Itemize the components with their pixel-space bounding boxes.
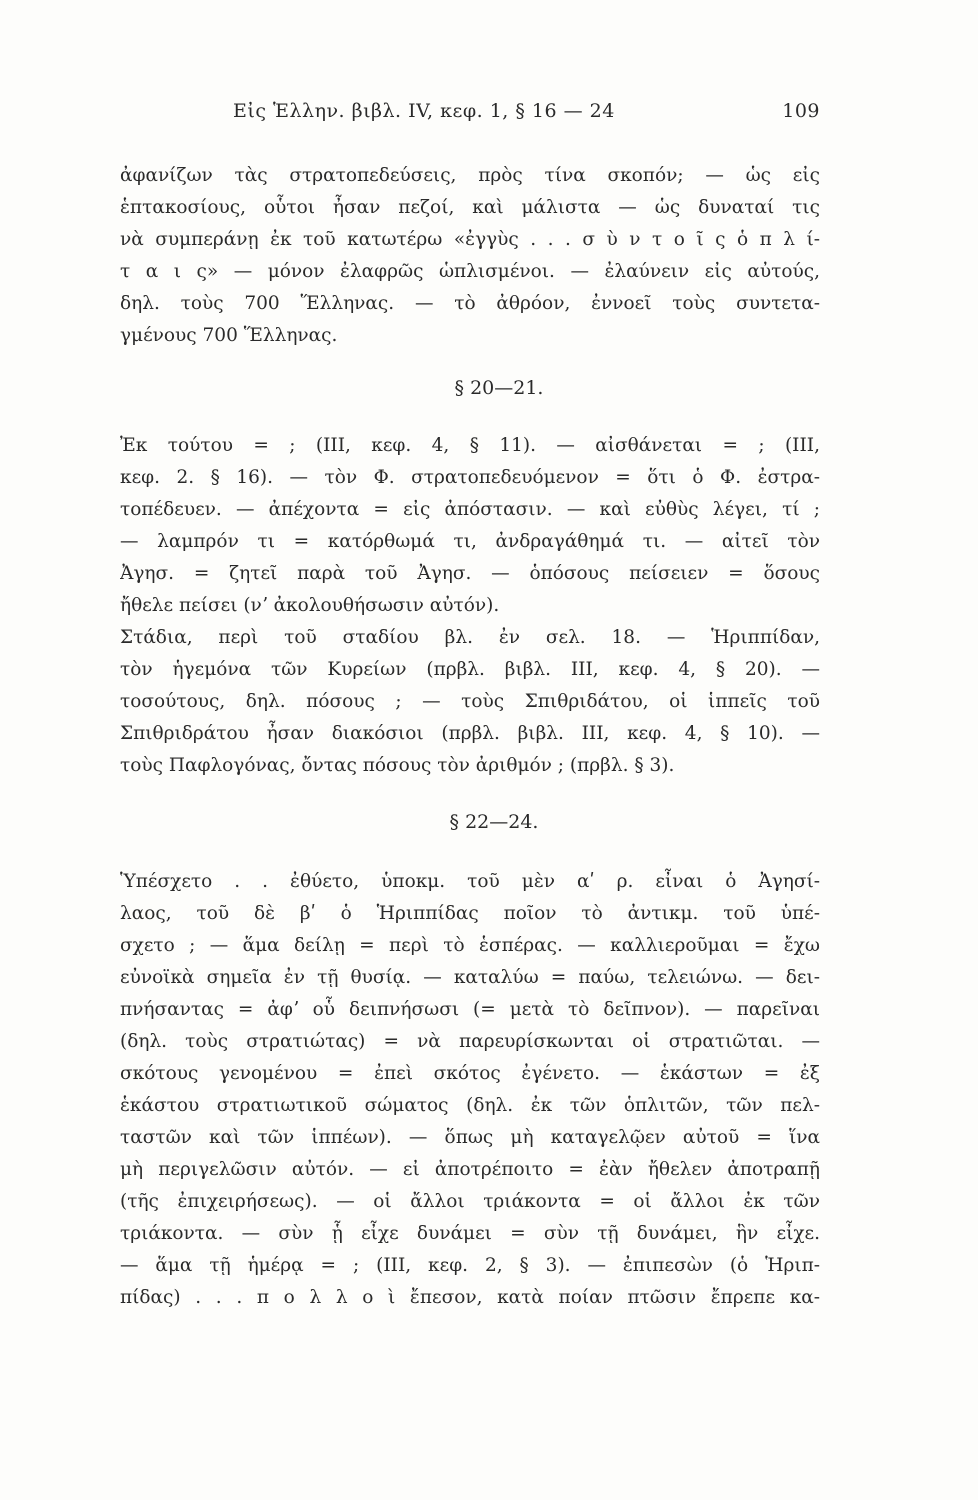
text-line: τοὺς Παφλογόνας, ὄντας πόσους τὸν ἀριθμόν ; (πρβλ. § 3). [120, 755, 675, 776]
page-header [120, 100, 820, 140]
text-line: Ὑπέσχετο . . ἐθύετο, ὑποκμ. τοῦ μὲν αʹ ρ. εἶναι ὁ Ἀγησί- [120, 871, 820, 892]
section-heading: § 20—21. [454, 377, 544, 399]
text-line: μὴ περιγελῶσιν αὐτόν. — εἰ ἀποτρέποιτο = ἐὰν ἤθελεν ἀποτραπῇ [120, 1159, 820, 1180]
text-line: Στάδια, περὶ τοῦ σταδίου βλ. ἐν σελ. 18. — Ἡριππίδαν, [120, 627, 820, 648]
section-heading: § 22—24. [449, 811, 539, 833]
text-line: νὰ συμπεράνῃ ἐκ τοῦ κατωτέρω «ἐγγὺς . . . σ ὺ ν τ ο ῖ ς ὁ π λ ί- [120, 229, 820, 250]
text-line: τὸν ἡγεμόνα τῶν Κυρείων (πρβλ. βιβλ. III, κεφ. 4, § 20). — [120, 659, 820, 680]
text-line: σκότους γενομένου = ἐπεὶ σκότος ἐγένετο. — ἑκάστων = ἐξ [120, 1063, 820, 1084]
text-line: τοσούτους, δηλ. πόσους ; — τοὺς Σπιθριδάτου, οἱ ἱππεῖς τοῦ [120, 691, 820, 712]
text-line: κεφ. 2. § 16). — τὸν Φ. στρατοπεδευόμενον = ὅτι ὁ Φ. ἐστρα- [120, 467, 820, 488]
commentary-block-2 [120, 430, 820, 782]
commentary-block-1 [120, 160, 820, 352]
text-line: ἑκάστου στρατιωτικοῦ σώματος (δηλ. ἐκ τῶν ὁπλιτῶν, τῶν πελ- [120, 1095, 820, 1116]
text-line: πίδας) . . . π ο λ λ ο ὶ ἔπεσον, κατὰ ποίαν πτῶσιν ἔπρεπε κα- [120, 1287, 820, 1308]
text-line: Σπιθριδράτου ἦσαν διακόσιοι (πρβλ. βιβλ. III, κεφ. 4, § 10). — [120, 723, 820, 744]
text-line: τοπέδευεν. — ἀπέχοντα = εἰς ἀπόστασιν. — καὶ εὐθὺς λέγει, τί ; [120, 499, 820, 520]
text-line: Ἐκ τούτου = ; (III, κεφ. 4, § 11). — αἰσθάνεται = ; (III, [120, 435, 820, 456]
text-line: δηλ. τοὺς 700 Ἕλληνας. — τὸ ἀθρόον, ἐννοεῖ τοὺς συντετα- [120, 293, 820, 314]
text-line: ἤθελε πείσει (νʼ ἀκολουθήσωσιν αὐτόν). [120, 595, 500, 616]
text-line: τ α ι ς» — μόνον ἐλαφρῶς ὡπλισμένοι. — ἐλαύνειν εἰς αὐτούς, [120, 261, 820, 282]
running-title: Εἰς Ἑλλην. βιβλ. IV, κεφ. 1, § 16 — 24 [233, 100, 615, 122]
text-line: Ἀγησ. = ζητεῖ παρὰ τοῦ Ἀγησ. — ὁπόσους πείσειεν = ὅσους [120, 563, 820, 584]
text-line: λαος, τοῦ δὲ βʹ ὁ Ἡριππίδας ποῖον τὸ ἀντικμ. τοῦ ὑπέ- [120, 903, 820, 924]
text-line: γμένους 700 Ἕλληνας. [120, 325, 338, 346]
page-number: 109 [782, 100, 820, 122]
text-line: ταστῶν καὶ τῶν ἱππέων). — ὅπως μὴ καταγελῷεν αὐτοῦ = ἵνα [120, 1127, 820, 1148]
text-line: εὐνοϊκὰ σημεῖα ἐν τῇ θυσίᾳ. — καταλύω = παύω, τελειώνω. — δει- [120, 967, 820, 988]
text-line: ἑπτακοσίους, οὗτοι ἦσαν πεζοί, καὶ μάλιστα — ὡς δυναταί τις [120, 197, 820, 218]
text-line: πνήσαντας = ἀφʼ οὗ δειπνήσωσι (= μετὰ τὸ δεῖπνον). — παρεῖναι [120, 999, 820, 1020]
text-line: — ἅμα τῇ ἡμέρᾳ = ; (III, κεφ. 2, § 3). — ἐπιπεσὼν (ὁ Ἡριπ- [120, 1255, 820, 1276]
text-line: (δηλ. τοὺς στρατιώτας) = νὰ παρευρίσκωνται οἱ στρατιῶται. — [120, 1031, 820, 1052]
commentary-block-3 [120, 866, 820, 1314]
text-line: — λαμπρόν τι = κατόρθωμά τι, ἀνδραγάθημά τι. — αἰτεῖ τὸν [120, 531, 820, 552]
text-line: τριάκοντα. — σὺν ᾗ εἶχε δυνάμει = σὺν τῇ δυνάμει, ἣν εἶχε. [120, 1223, 820, 1244]
text-line: (τῆς ἐπιχειρήσεως). — οἱ ἄλλοι τριάκοντα = οἱ ἄλλοι ἐκ τῶν [120, 1191, 820, 1212]
text-line: σχετο ; — ἅμα δείλῃ = περὶ τὸ ἑσπέρας. — καλλιεροῦμαι = ἔχω [120, 935, 820, 956]
text-line: ἀφανίζων τὰς στρατοπεδεύσεις, πρὸς τίνα σκοπόν; — ὡς εἰς [120, 165, 820, 186]
